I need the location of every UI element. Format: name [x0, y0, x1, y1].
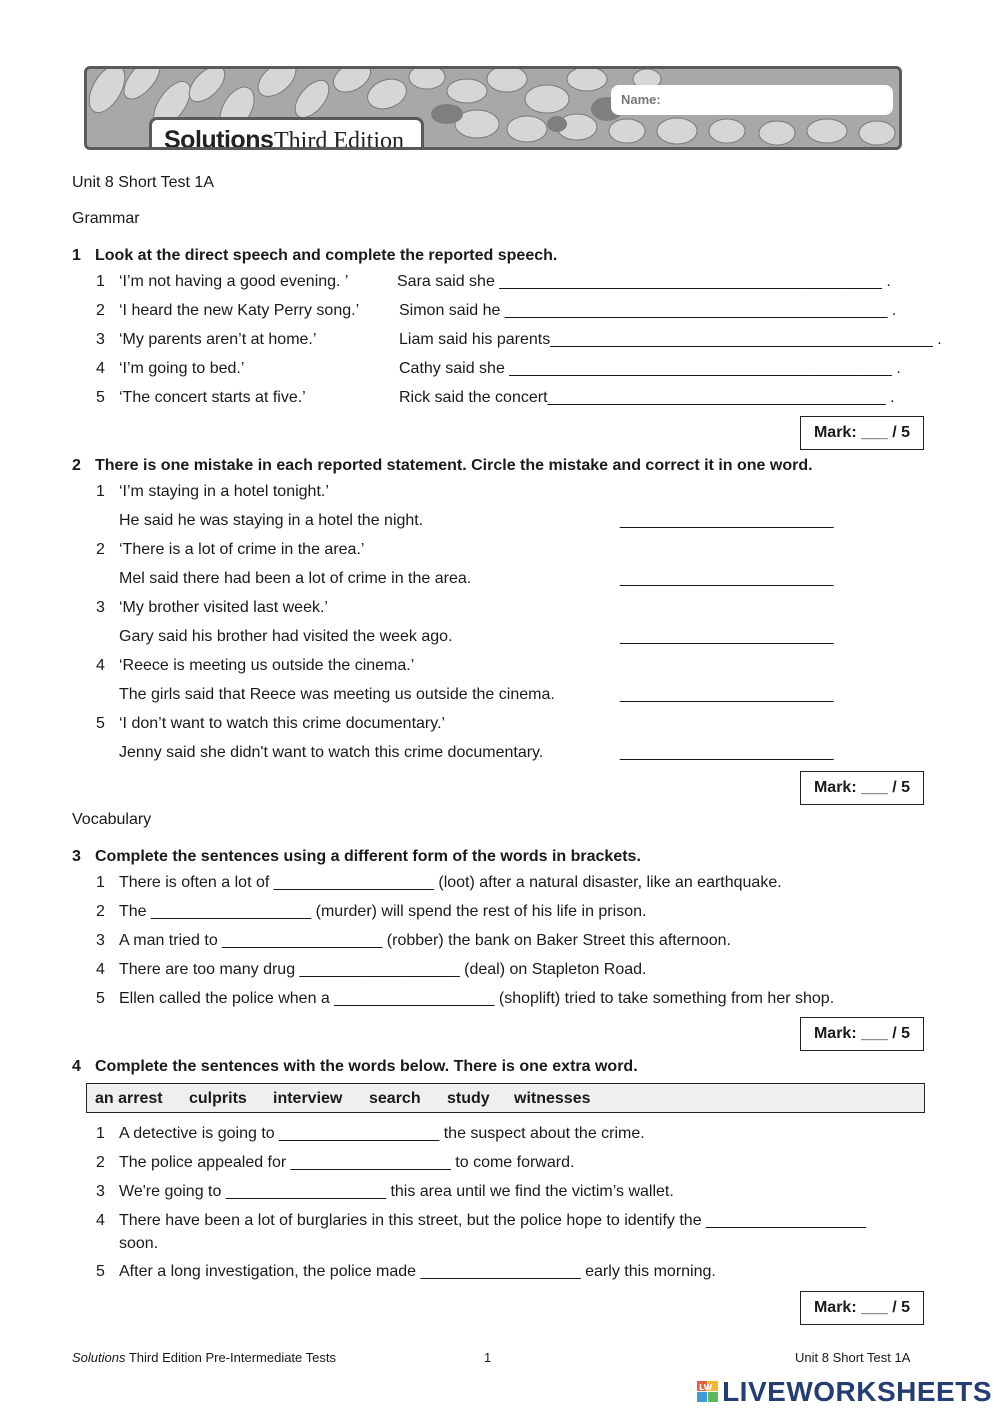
word-bank-item: study	[447, 1090, 490, 1107]
q4-item-text-continued: soon.	[119, 1235, 159, 1252]
q4-item-number: 3	[96, 1183, 105, 1200]
word-bank-item: an arrest	[95, 1090, 163, 1107]
footer-left-rest: Third Edition Pre-Intermediate Tests	[125, 1350, 336, 1365]
q4-item-number: 1	[96, 1125, 105, 1142]
footer-page-number: 1	[484, 1350, 492, 1365]
section-grammar: Grammar	[72, 210, 140, 227]
q1-mark-box[interactable]: Mark: ___ / 5	[800, 416, 924, 450]
q4-item-number: 2	[96, 1154, 105, 1171]
q3-item-number: 4	[96, 961, 105, 978]
q2-item-number: 3	[96, 599, 105, 616]
word-bank-item: witnesses	[514, 1090, 591, 1107]
q2-item-reported[interactable]: He said he was staying in a hotel the night.	[119, 512, 424, 529]
q2-item-reported[interactable]: Jenny said she didn't want to watch this crime documentary.	[119, 744, 544, 761]
q4-item-text[interactable]: The police appealed for __________________ to come forward.	[119, 1154, 575, 1171]
q3-mark-box[interactable]: Mark: ___ / 5	[800, 1017, 924, 1051]
q2-answer-blank[interactable]: ________________________	[620, 744, 834, 761]
q1-item-direct: ‘I’m going to bed.’	[119, 360, 245, 377]
q1-item-reported[interactable]: Liam said his parents___________________________________________ .	[399, 331, 942, 348]
name-label: Name:	[621, 92, 661, 107]
q2-number: 2	[72, 457, 81, 474]
q1-number: 1	[72, 247, 81, 264]
badge-letters: LW	[699, 1383, 713, 1392]
q4-item-text[interactable]: After a long investigation, the police made __________________ early this morning.	[119, 1263, 716, 1280]
q2-mark-box[interactable]: Mark: ___ / 5	[800, 771, 924, 805]
q3-item-number: 3	[96, 932, 105, 949]
q4-number: 4	[72, 1058, 81, 1075]
liveworksheets-logo-icon	[697, 1381, 719, 1403]
q3-instruction: Complete the sentences using a different form of the words in brackets.	[95, 848, 641, 865]
logo-bold-text: Solutions	[164, 126, 274, 150]
q2-item-direct: ‘Reece is meeting us outside the cinema.’	[119, 657, 415, 674]
q2-answer-blank[interactable]: ________________________	[620, 570, 834, 587]
footer-left-italic: Solutions	[72, 1350, 126, 1365]
q2-item-reported[interactable]: The girls said that Reece was meeting us outside the cinema.	[119, 686, 555, 703]
q2-item-direct: ‘I’m staying in a hotel tonight.’	[119, 483, 329, 500]
footer-left	[72, 1350, 336, 1365]
q3-item-number: 5	[96, 990, 105, 1007]
q1-item-reported[interactable]: Sara said she ___________________________________________ .	[397, 273, 891, 290]
q1-instruction: Look at the direct speech and complete the reported speech.	[95, 247, 558, 264]
logo-edition-text: Third Edition	[274, 128, 404, 150]
q2-item-direct: ‘There is a lot of crime in the area.’	[119, 541, 365, 558]
header-banner	[84, 66, 902, 150]
q2-answer-blank[interactable]: ________________________	[620, 686, 834, 703]
q2-answer-blank[interactable]: ________________________	[620, 512, 834, 529]
q1-item-number: 5	[96, 389, 105, 406]
q4-item-text[interactable]: There have been a lot of burglaries in this street, but the police hope to identify the __________________	[119, 1212, 867, 1229]
q1-item-reported[interactable]: Cathy said she ___________________________________________ .	[399, 360, 901, 377]
q1-item-reported[interactable]: Simon said he ___________________________________________ .	[399, 302, 897, 319]
q3-number: 3	[72, 848, 81, 865]
q4-item-text[interactable]: A detective is going to __________________ the suspect about the crime.	[119, 1125, 645, 1142]
q2-item-number: 2	[96, 541, 105, 558]
q4-item-number: 4	[96, 1212, 105, 1229]
q4-item-text[interactable]: We're going to __________________ this area until we find the victim’s wallet.	[119, 1183, 674, 1200]
section-vocabulary: Vocabulary	[72, 811, 152, 828]
q3-item-text[interactable]: There is often a lot of __________________ (loot) after a natural disaster, like an earthquake.	[119, 874, 782, 891]
footer-right: Unit 8 Short Test 1A	[795, 1350, 911, 1365]
q1-item-number: 3	[96, 331, 105, 348]
q2-item-number: 1	[96, 483, 105, 500]
q3-item-number: 2	[96, 903, 105, 920]
q1-item-direct: ‘I’m not having a good evening. ’	[119, 273, 349, 290]
q1-item-direct: ‘The concert starts at five.’	[119, 389, 306, 406]
q4-instruction: Complete the sentences with the words below. There is one extra word.	[95, 1058, 638, 1075]
q2-instruction: There is one mistake in each reported statement. Circle the mistake and correct it in one word.	[95, 457, 813, 474]
q1-item-reported[interactable]: Rick said the concert______________________________________ .	[399, 389, 895, 406]
q2-item-direct: ‘I don’t want to watch this crime documentary.’	[119, 715, 446, 732]
word-bank-item: interview	[273, 1090, 343, 1107]
q1-item-number: 4	[96, 360, 105, 377]
test-title: Unit 8 Short Test 1A	[72, 174, 214, 191]
name-field[interactable]	[611, 85, 893, 115]
q3-item-text[interactable]: The __________________ (murder) will spend the rest of his life in prison.	[119, 903, 647, 920]
word-bank-item: search	[369, 1090, 421, 1107]
word-bank-item: culprits	[189, 1090, 247, 1107]
q2-item-reported[interactable]: Mel said there had been a lot of crime in the area.	[119, 570, 472, 587]
q1-item-direct: ‘I heard the new Katy Perry song.’	[119, 302, 360, 319]
q3-item-text[interactable]: A man tried to __________________ (robber) the bank on Baker Street this afternoon.	[119, 932, 731, 949]
word-bank	[86, 1083, 925, 1113]
q3-item-number: 1	[96, 874, 105, 891]
q3-item-text[interactable]: There are too many drug __________________ (deal) on Stapleton Road.	[119, 961, 647, 978]
q2-item-number: 5	[96, 715, 105, 732]
q3-item-text[interactable]: Ellen called the police when a __________________ (shoplift) tried to take something from her shop.	[119, 990, 835, 1007]
q4-item-number: 5	[96, 1263, 105, 1280]
q4-mark-box[interactable]: Mark: ___ / 5	[800, 1291, 924, 1325]
q1-item-number: 1	[96, 273, 105, 290]
q1-item-number: 2	[96, 302, 105, 319]
q2-answer-blank[interactable]: ________________________	[620, 628, 834, 645]
q1-item-direct: ‘My parents aren’t at home.’	[119, 331, 317, 348]
logo	[149, 117, 424, 150]
q2-item-reported[interactable]: Gary said his brother had visited the week ago.	[119, 628, 453, 645]
q2-item-direct: ‘My brother visited last week.’	[119, 599, 328, 616]
q2-item-number: 4	[96, 657, 105, 674]
liveworksheets-watermark[interactable]: LIVEWORKSHEETS	[722, 1376, 992, 1407]
